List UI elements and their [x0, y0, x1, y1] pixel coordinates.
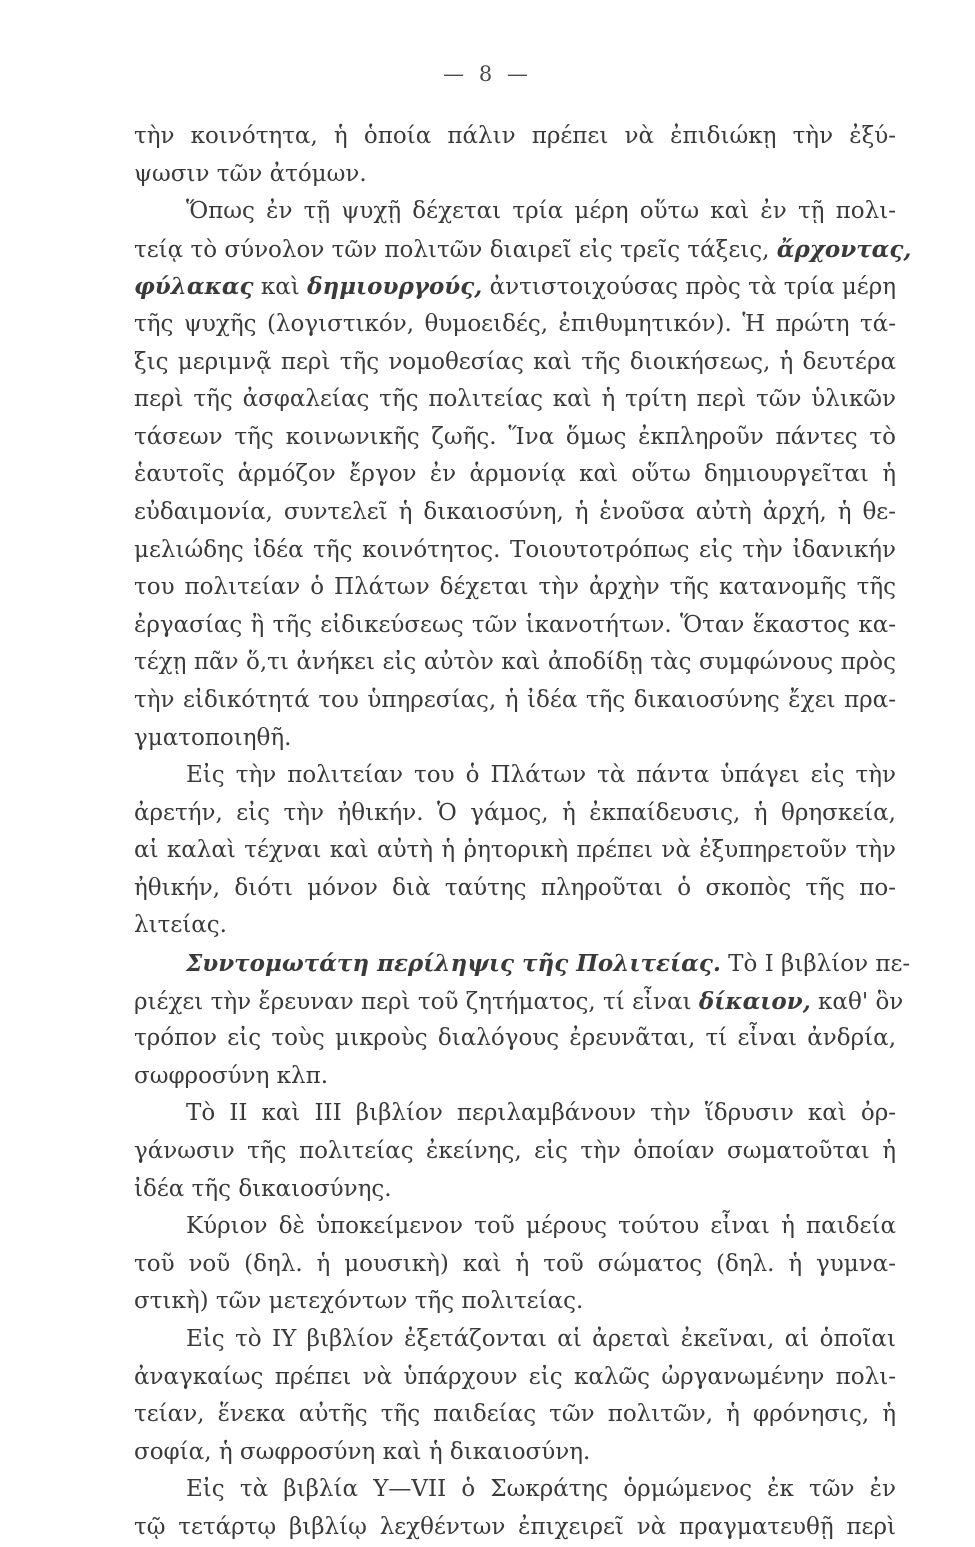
text-run: ἀντιστοιχούσας πρὸς τὰ τρία μέρη	[482, 274, 896, 301]
emphasized-text: ἄρχοντας,	[776, 235, 912, 263]
text-line: ἰδέα τῆς δικαιοσύνης.	[134, 1175, 392, 1202]
text-line: γματοποιηθῆ.	[134, 724, 292, 751]
text-line	[134, 268, 896, 306]
text-run: ριέχει τὴν ἔρευναν περὶ τοῦ ζητήματος, τί εἶναι	[134, 988, 699, 1015]
text-line: γάνωσιν τῆς πολιτείας ἐκείνης, εἰς τὴν ὁποίαν σωματοῦται ἡ	[134, 1138, 896, 1165]
text-line	[134, 231, 912, 269]
text-line: τοῦ νοῦ (δηλ. ἡ μουσικὴ) καὶ ἡ τοῦ σώματος (δηλ. ἡ γυμνα-	[134, 1250, 896, 1277]
text-line	[134, 983, 904, 1021]
text-line: τῆς ψυχῆς (λογιστικόν, θυμοειδές, ἐπιθυμητικόν). Ἡ πρώτη τά-	[134, 310, 896, 337]
emphasized-text: Συντομωτάτη περίληψις τῆς Πολιτείας.	[186, 950, 721, 978]
text-line: τείαν, ἕνεκα αὐτῆς τῆς παιδείας τῶν πολιτῶν, ἡ φρόνησις, ἡ	[134, 1401, 896, 1428]
text-run: Τὸ Ι βιβλίον πε-	[720, 951, 911, 978]
text-line: Τὸ ΙΙ καὶ ΙΙΙ βιβλίον περιλαμβάνουν τὴν ἵδρυσιν καὶ ὀρ-	[186, 1100, 896, 1127]
text-line: ξις μεριμνᾷ περὶ τῆς νομοθεσίας καὶ τῆς διοικήσεως, ἡ δευτέρα	[134, 348, 896, 375]
text-line: τρόπον εἰς τοὺς μικροὺς διαλόγους ἐρευνᾶται, τί εἶναι ἀνδρία,	[134, 1025, 896, 1052]
body-text	[134, 118, 912, 1547]
text-line: ἑαυτοῖς ἁρμόζον ἔργον ἐν ἁρμονίᾳ καὶ οὕτω δημιουργεῖται ἡ	[134, 461, 896, 488]
text-line: σοφία, ἡ σωφροσύνη καὶ ἡ δικαιοσύνη.	[134, 1438, 591, 1465]
text-line: στικὴ) τῶν μετεχόντων τῆς πολιτείας.	[134, 1288, 584, 1315]
emphasized-text: δημιουργούς,	[307, 273, 483, 301]
text-run: καὶ	[253, 274, 308, 301]
text-line: Ὅπως ἐν τῇ ψυχῇ δέχεται τρία μέρη οὕτω καὶ ἐν τῇ πολι-	[186, 198, 896, 225]
text-line: Εἰς τὰ βιβλία Υ—VΙΙ ὁ Σωκράτης ὁρμώμενος ἐκ τῶν ἐν	[186, 1476, 896, 1503]
text-line: Κύριον δὲ ὑποκείμενον τοῦ μέρους τούτου εἶναι ἡ παιδεία	[186, 1213, 896, 1240]
text-line: ἐργασίας ἢ τῆς εἰδικεύσεως τῶν ἱκανοτήτων. Ὅταν ἕκαστος κα-	[134, 611, 896, 638]
text-line: εὐδαιμονία, συντελεῖ ἡ δικαιοσύνη, ἡ ἑνοῦσα αὐτὴ ἀρχή, ἡ θε-	[134, 498, 896, 525]
text-line: ἀναγκαίως πρέπει νὰ ὑπάρχουν εἰς καλῶς ὠργανωμένην πολι-	[134, 1363, 896, 1390]
text-line: τῷ τετάρτῳ βιβλίῳ λεχθέντων ἐπιχειρεῖ νὰ πραγματευθῇ περὶ	[134, 1513, 896, 1540]
text-line: τὴν εἰδικότητά του ὑπηρεσίας, ἡ ἰδέα τῆς δικαιοσύνης ἔχει πρα-	[134, 686, 896, 713]
text-line: τέχῃ πᾶν ὅ,τι ἀνήκει εἰς αὐτὸν καὶ ἀποδίδῃ τὰς συμφώνους πρὸς	[134, 649, 896, 676]
text-line: μελιώδης ἰδέα τῆς κοινότητος. Τοιουτοτρόπως εἰς τὴν ἰδανικήν	[134, 536, 896, 563]
text-line: ἀρετήν, εἰς τὴν ἠθικήν. Ὁ γάμος, ἡ ἐκπαίδευσις, ἡ θρησκεία,	[134, 799, 896, 826]
page-number: — 8 —	[443, 62, 532, 86]
text-line: τὴν κοινότητα, ἡ ὁποία πάλιν πρέπει νὰ ἐπιδιώκῃ τὴν ἐξύ-	[134, 123, 896, 149]
text-line: ἠθικήν, διότι μόνον διὰ ταύτης πληροῦται ὁ σκοπὸς τῆς πο-	[134, 874, 896, 901]
text-line	[134, 945, 911, 983]
text-line: Εἰς τὴν πολιτείαν του ὁ Πλάτων τὰ πάντα ὑπάγει εἰς τὴν	[186, 762, 896, 789]
text-run: καθ' ὃν	[810, 988, 904, 1015]
text-line: αἱ καλαὶ τέχναι καὶ αὐτὴ ἡ ῥητορικὴ πρέπει νὰ ἐξυπηρετοῦν τὴν	[134, 837, 896, 864]
text-run: τείᾳ τὸ σύνολον τῶν πολιτῶν διαιρεῖ εἰς τρεῖς τάξεις,	[134, 236, 777, 263]
text-line: περὶ τῆς ἀσφαλείας τῆς πολιτείας καὶ ἡ τρίτη περὶ τῶν ὑλικῶν	[134, 386, 896, 413]
text-line: του πολιτείαν ὁ Πλάτων δέχεται τὴν ἀρχὴν τῆς κατανομῆς τῆς	[134, 574, 896, 601]
emphasized-text: φύλακας	[134, 273, 254, 301]
text-line: Εἰς τὸ ΙΥ βιβλίον ἐξετάζονται αἱ ἀρεταὶ ἐκεῖναι, αἱ ὁποῖαι	[186, 1326, 896, 1352]
text-line: τάσεων τῆς κοινωνικῆς ζωῆς. Ἵνα ὅμως ἐκπληροῦν πάντες τὸ	[134, 423, 896, 450]
text-line: λιτείας.	[134, 912, 227, 939]
emphasized-text: δίκαιον,	[698, 987, 811, 1015]
text-line: ψωσιν τῶν ἀτόμων.	[134, 160, 367, 187]
text-line: σωφροσύνη κλπ.	[134, 1062, 329, 1089]
